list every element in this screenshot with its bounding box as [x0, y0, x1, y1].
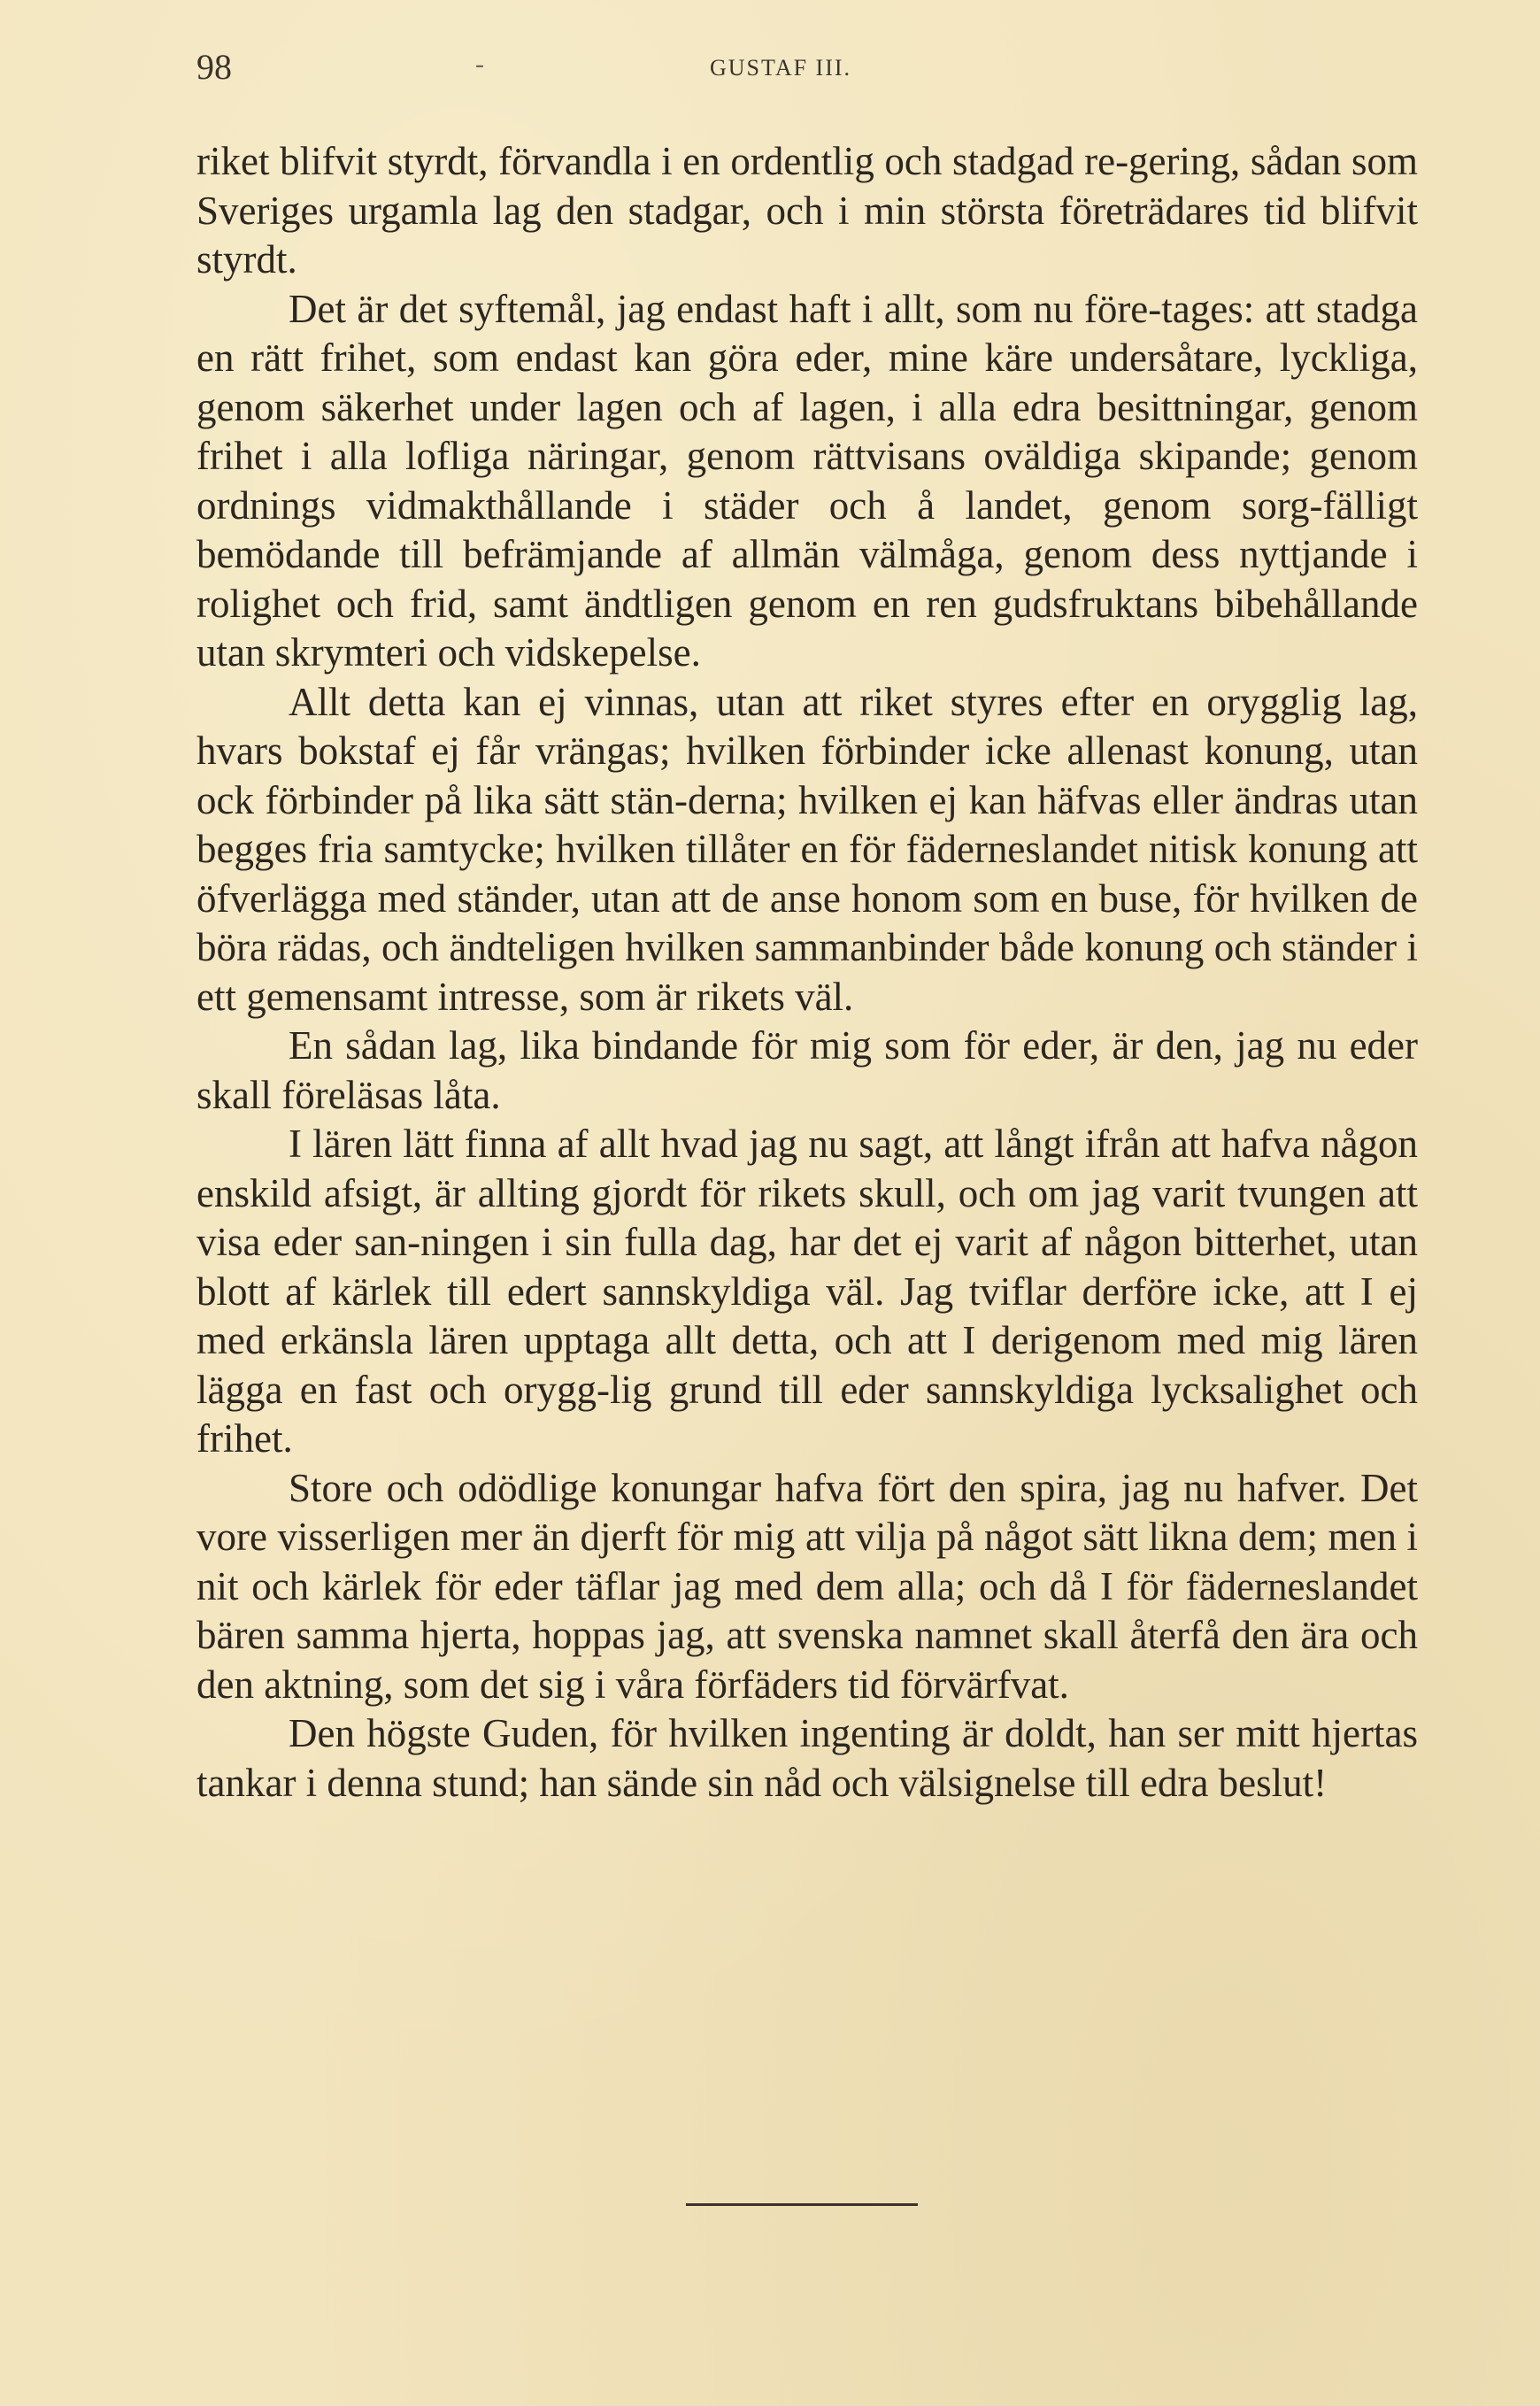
paragraph-continuation: riket blifvit styrdt, förvandla i en ordentlig och stadgad re-gering, sådan som Sveriges urgamla lag den stadgar, och i min största företrädares tid blifvit styrdt. — [196, 139, 1418, 281]
header-dash: - — [475, 50, 484, 79]
paragraph: Store och odödlige konungar hafva fört den spira, jag nu hafver. Det vore visserligen mer än djerft för mig att vilja på något sätt likna dem; men i nit och kärlek för eder täflar jag med dem alla; och då I för fäderneslandet bären samma hjerta, hoppas jag, att svenska namnet skall återfå den ära och den aktning, som det sig i våra förfäders tid förvärfvat. — [196, 1465, 1418, 1707]
paragraph: I lären lätt finna af allt hvad jag nu sagt, att långt ifrån att hafva någon enskild afsigt, är allting gjordt för rikets skull, och om jag varit tvungen att visa eder san-ningen i sin fulla dag, har det ej varit af någon bitterhet, utan blott af kärlek till edert sannskyldiga väl. Jag tviflar derföre icke, att I ej med erkänsla lären upptaga allt detta, och att I derigenom med mig lären lägga en fast och orygg-lig grund till eder sannskyldiga lycksalighet och frihet. — [196, 1122, 1418, 1461]
paragraph: Allt detta kan ej vinnas, utan att riket styres efter en orygglig lag, hvars bokstaf ej får vrängas; hvilken förbinder icke allenast konung, utan ock förbinder på lika sätt stän-derna; hvilken ej kan häfvas eller ändras utan begges fria samtycke; hvilken tillåter en för fäderneslandet nitisk konung att öfverlägga med ständer, utan att de anse honom som en buse, för hvilken de böra rädas, och ändteligen hvilken sammanbinder både konung och ständer i ett gemensamt intresse, som är rikets väl. — [196, 679, 1418, 1019]
body-text — [196, 137, 1418, 1808]
paragraph: En sådan lag, lika bindande för mig som för eder, är den, jag nu eder skall föreläsas låta. — [196, 1023, 1418, 1117]
paragraph: Det är det syftemål, jag endast haft i allt, som nu före-tages: att stadga en rätt frihet, som endast kan göra eder, mine käre undersåtare, lyckliga, genom säkerhet under lagen och af lagen, i alla edra besittningar, genom frihet i alla lofliga näringar, genom rättvisans oväldiga skipande; genom ordnings vidmakthållande i städer och å landet, genom sorg-fälligt bemödande till befrämjande af allmän välmåga, genom dess nyttjande i rolighet och frid, samt ändtligen genom en ren gudsfruktans bibehållande utan skrymteri och vidskepelse. — [196, 286, 1418, 675]
running-title: GUSTAF III. — [710, 55, 852, 81]
page-number: 98 — [196, 47, 232, 87]
end-rule — [686, 2203, 918, 2206]
paragraph: Den högste Guden, för hvilken ingenting är doldt, han ser mitt hjertas tankar i denna stund; han sände sin nåd och välsignelse till edra beslut! — [196, 1711, 1418, 1805]
running-head — [196, 46, 1418, 99]
